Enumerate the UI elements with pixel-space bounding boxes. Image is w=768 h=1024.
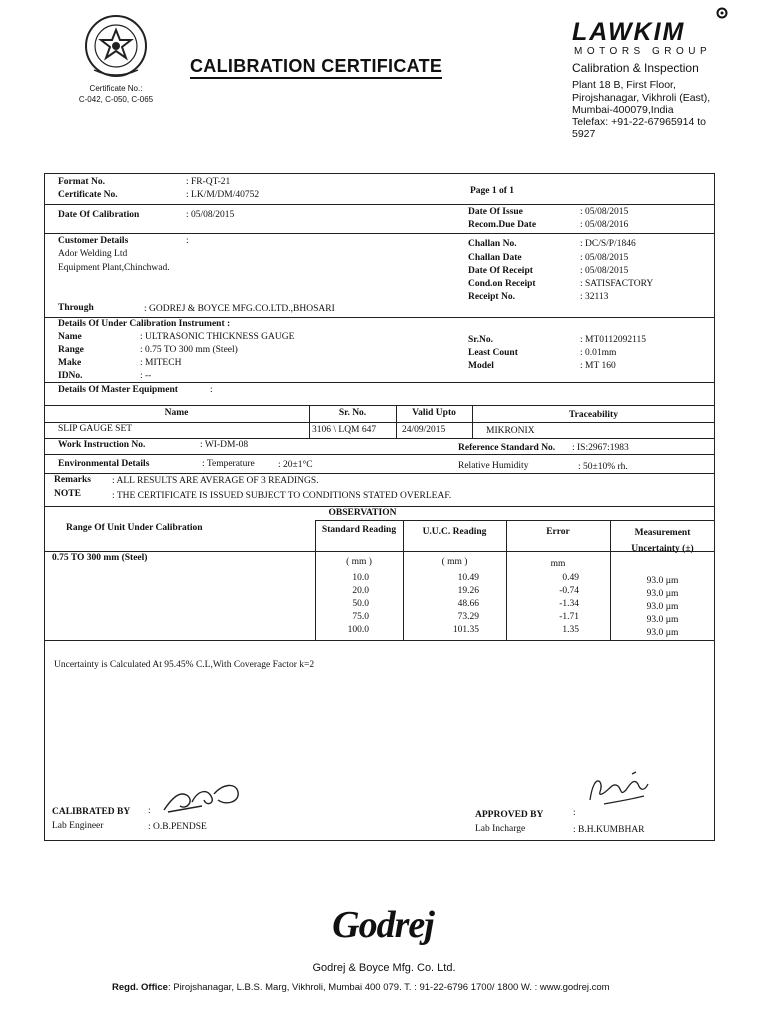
instrument-range-label: Range — [58, 345, 84, 355]
company-address-3: Mumbai-400079,India — [572, 104, 674, 116]
standard-reading: 100.0 — [347, 625, 369, 635]
error-value: 1.35 — [562, 625, 579, 635]
remarks-label: Remarks — [54, 475, 91, 485]
date-of-issue-label: Date Of Issue — [468, 207, 523, 217]
col-standard-reading: Standard Reading — [321, 525, 397, 535]
date-of-calibration-value: : 05/08/2015 — [186, 210, 235, 220]
uncertainty-value: 93.0 µm — [646, 576, 679, 586]
col-range-header: Range Of Unit Under Calibration — [66, 523, 203, 533]
customer-line-2: Equipment Plant,Chinchwad. — [58, 263, 170, 273]
approved-by-label: APPROVED BY — [475, 810, 544, 820]
col-uncertainty-line1: Measurement — [634, 528, 691, 538]
lab-engineer-label: Lab Engineer — [52, 821, 104, 831]
uncertainty-value: 93.0 µm — [646, 589, 679, 599]
page-number: Page 1 of 1 — [470, 186, 515, 196]
company-address-2: Pirojshanagar, Vikhroli (East), — [572, 92, 711, 104]
customer-line-1: Ador Welding Ltd — [58, 249, 128, 259]
company-address-4: Telefax: +91-22-67965914 to — [572, 116, 706, 128]
uncertainty-value: 93.0 µm — [646, 628, 679, 638]
receipt-no-label: Receipt No. — [468, 292, 515, 302]
remarks-value: : ALL RESULTS ARE AVERAGE OF 3 READINGS. — [112, 476, 319, 486]
instrument-heading: Details Of Under Calibration Instrument : — [58, 319, 231, 329]
unit-uuc: ( mm ) — [441, 557, 468, 567]
unit-error: mm — [550, 559, 566, 569]
master-col-srno: Sr. No. — [338, 408, 367, 418]
master-col-name: Name — [164, 408, 189, 418]
date-of-receipt-value: : 05/08/2015 — [580, 266, 629, 276]
standard-reading: 20.0 — [352, 586, 369, 596]
observation-title: OBSERVATION — [328, 508, 397, 518]
model-label: Model — [468, 361, 494, 371]
calibrated-by-label: CALIBRATED BY — [52, 807, 131, 817]
reference-standard-label: Reference Standard No. — [458, 443, 556, 453]
unit-standard: ( mm ) — [346, 557, 372, 567]
through-value: : GODREJ & BOYCE MFG.CO.LTD.,BHOSARI — [144, 304, 335, 314]
date-of-receipt-label: Date Of Receipt — [468, 266, 533, 276]
date-of-calibration-label: Date Of Calibration — [58, 210, 140, 220]
error-value: -1.34 — [559, 599, 579, 609]
calibrated-by-signature — [158, 776, 248, 818]
master-srno: 3106 \ LQM 647 — [312, 425, 377, 435]
approved-by-colon: : — [573, 808, 576, 818]
recom-due-date-label: Recom.Due Date — [468, 220, 537, 230]
instrument-id-label: IDNo. — [58, 371, 83, 381]
instrument-name-label: Name — [58, 332, 82, 342]
standard-reading: 10.0 — [352, 573, 369, 583]
master-equipment-heading: Details Of Master Equipment — [58, 385, 178, 395]
col-error: Error — [546, 527, 570, 537]
col-uuc-reading: U.U.C. Reading — [422, 527, 487, 537]
uncertainty-value: 93.0 µm — [646, 602, 679, 612]
error-value: -0.74 — [559, 586, 579, 596]
instrument-srno-label: Sr.No. — [468, 335, 493, 345]
footer-office-label: Regd. Office — [112, 982, 168, 993]
master-col-valid: Valid Upto — [412, 408, 456, 418]
col-uncertainty-line2: Uncertainty (±) — [631, 544, 694, 554]
master-col-traceability: Traceability — [569, 410, 618, 420]
reference-standard-value: : IS:2967:1983 — [572, 443, 629, 453]
godrej-logo: Godrej — [332, 904, 434, 946]
uuc-reading: 48.66 — [457, 599, 479, 609]
table-row — [315, 612, 715, 624]
footer-company: Godrej & Boyce Mfg. Co. Ltd. — [312, 962, 456, 974]
uncertainty-note: Uncertainty is Calculated At 95.45% C.L,With Coverage Factor k=2 — [54, 660, 315, 670]
master-name: SLIP GAUGE SET — [58, 424, 133, 434]
format-no-value: : FR-QT-21 — [186, 177, 231, 187]
master-traceability: MIKRONIX — [486, 426, 535, 436]
uuc-reading: 73.29 — [457, 612, 479, 622]
environmental-details-label: Environmental Details — [58, 459, 150, 469]
recom-due-date-value: : 05/08/2016 — [580, 220, 629, 230]
customer-details-label: Customer Details — [58, 236, 129, 246]
relative-humidity-label: Relative Humidity — [458, 461, 529, 471]
date-of-issue-value: : 05/08/2015 — [580, 207, 629, 217]
instrument-make-value: : MITECH — [140, 358, 182, 368]
instrument-name-value: : ULTRASONIC THICKNESS GAUGE — [140, 332, 295, 342]
lab-incharge-label: Lab Incharge — [475, 824, 526, 834]
observation-range-value: 0.75 TO 300 mm (Steel) — [52, 553, 148, 563]
standard-reading: 75.0 — [352, 612, 369, 622]
model-value: : MT 160 — [580, 361, 616, 371]
error-value: 0.49 — [562, 573, 579, 583]
footer-office — [112, 982, 672, 993]
work-instruction-value: : WI-DM-08 — [200, 440, 249, 450]
least-count-label: Least Count — [468, 348, 518, 358]
instrument-range-value: : 0.75 TO 300 mm (Steel) — [140, 345, 238, 355]
format-no-label: Format No. — [58, 177, 105, 187]
lab-engineer-name: : O.B.PENDSE — [148, 822, 207, 832]
work-instruction-label: Work Instruction No. — [58, 440, 146, 450]
seal-cert-numbers: C-042, C-050, C-065 — [78, 95, 154, 104]
gear-icon — [716, 6, 728, 18]
instrument-srno-value: : MT0112092115 — [580, 335, 647, 345]
certificate-no-label: Certificate No. — [58, 190, 118, 200]
cond-on-receipt-value: : SATISFACTORY — [580, 279, 654, 289]
brand-group: MOTORS GROUP — [574, 46, 712, 57]
table-row — [315, 586, 715, 598]
through-label: Through — [58, 303, 94, 313]
table-row — [315, 573, 715, 585]
note-label: NOTE — [54, 489, 81, 499]
challan-no-value: : DC/S/P/1846 — [580, 239, 636, 249]
error-value: -1.71 — [559, 612, 579, 622]
table-row — [315, 599, 715, 611]
brand-logo: LAWKIM — [572, 18, 686, 46]
master-valid: 24/09/2015 — [402, 425, 446, 435]
lab-incharge-name: : B.H.KUMBHAR — [573, 825, 645, 835]
certificate-no-value: : LK/M/DM/40752 — [186, 190, 260, 200]
challan-no-label: Challan No. — [468, 239, 517, 249]
master-equipment-colon: : — [210, 385, 213, 395]
note-value: : THE CERTIFICATE IS ISSUED SUBJECT TO CONDITIONS STATED OVERLEAF. — [112, 491, 452, 501]
uncertainty-value: 93.0 µm — [646, 615, 679, 625]
footer-office-text: : Pirojshanagar, L.B.S. Marg, Vikhroli, Mumbai 400 079. T. : 91-22-6796 1700/ 1800 W. : www.godrej.com — [167, 982, 610, 993]
uuc-reading: 10.49 — [457, 573, 479, 583]
company-division: Calibration & Inspection — [572, 61, 699, 75]
approved-by-signature — [584, 766, 664, 810]
challan-date-label: Challan Date — [468, 253, 522, 263]
challan-date-value: : 05/08/2015 — [580, 253, 629, 263]
company-address-5: 5927 — [572, 128, 596, 140]
temperature-value: : 20±1°C — [278, 460, 313, 470]
company-address-1: Plant 18 B, First Floor, — [572, 79, 676, 91]
uuc-reading: 101.35 — [452, 625, 479, 635]
nabl-seal — [76, 12, 156, 84]
seal-cert-label: Certificate No.: — [89, 84, 143, 93]
uuc-reading: 19.26 — [457, 586, 479, 596]
least-count-value: : 0.01mm — [580, 348, 617, 358]
receipt-no-value: : 32113 — [580, 292, 609, 302]
table-row — [315, 625, 715, 637]
instrument-id-value: : -- — [140, 371, 152, 381]
page-title: CALIBRATION CERTIFICATE — [190, 55, 442, 79]
cond-on-receipt-label: Cond.on Receipt — [468, 279, 536, 289]
relative-humidity-value: : 50±10% rh. — [578, 462, 628, 472]
instrument-make-label: Make — [58, 358, 82, 368]
temperature-label: : Temperature — [202, 459, 255, 469]
customer-details-colon: : — [186, 236, 189, 246]
standard-reading: 50.0 — [352, 599, 369, 609]
calibrated-by-colon: : — [148, 806, 151, 816]
